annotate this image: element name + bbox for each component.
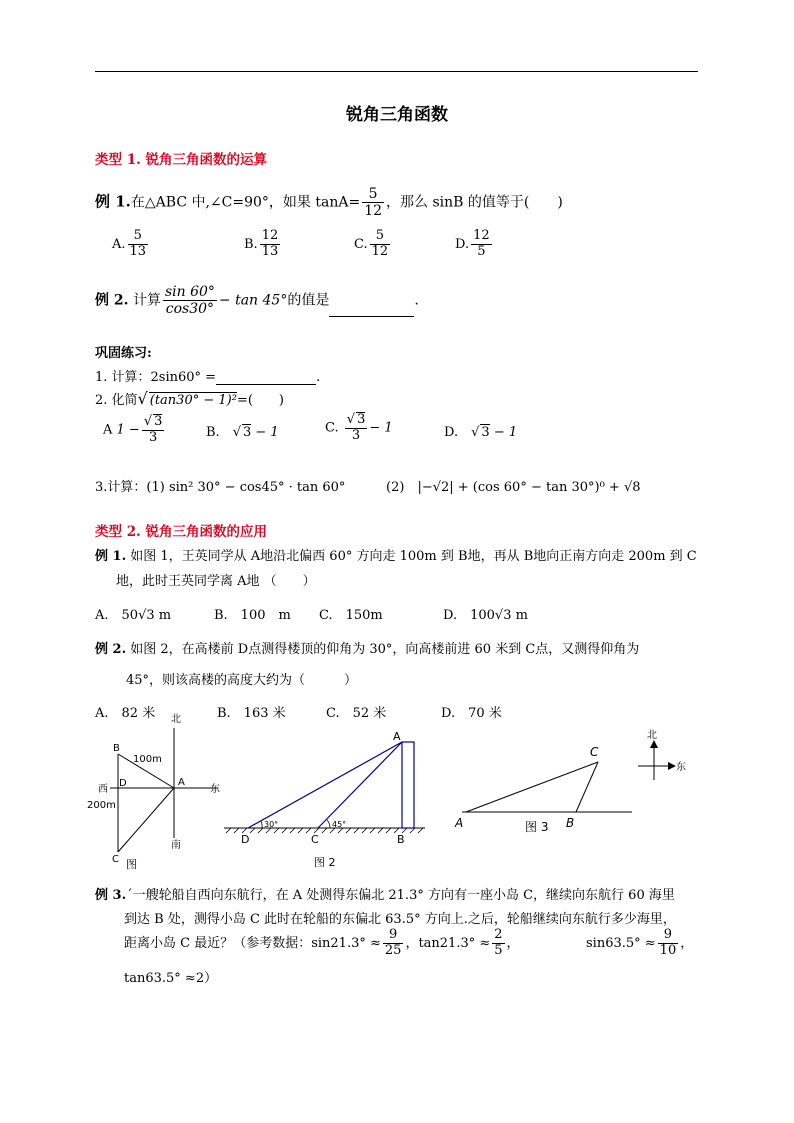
figure-caption: 图 3 <box>525 820 549 834</box>
example-label: 例 1. <box>95 192 131 211</box>
practice-1: 1. 计算：2sin60° = . <box>95 370 321 385</box>
example-5-line-1: 例 3.ˊ一艘轮船自西向东航行，在 A 处测得东偏北 21.3° 方向有一座小岛 C，继续向东航行 60 海里 <box>95 888 675 903</box>
example-label: 例 2. <box>95 292 129 309</box>
option-b: B. 100 m <box>214 608 291 623</box>
practice-2-option-a: A 1 − $\frac{√ 3}{3}$ <box>103 414 163 445</box>
example-5-line-4: tan63.5° ≈2） <box>124 971 218 986</box>
figure-caption: 图 <box>126 858 137 871</box>
answer-blank[interactable] <box>216 370 316 385</box>
point-c: C <box>311 833 319 846</box>
point-a: A <box>393 730 401 743</box>
north-label: 北 <box>171 714 181 725</box>
example-4-line-1: 例 2. 如图 2，在高楼前 D点测得楼顶的仰角为 30°，向高楼前进 60 米到 C点，又测得仰角为 <box>95 642 640 657</box>
point-b: B <box>397 833 405 846</box>
angle-45: 45° <box>332 820 347 829</box>
example-2: 例 2. 计算 $\frac{\sin 60^\circ}{\cos 30^\circ}$ − tan 45°的值是 . <box>95 284 419 318</box>
compass <box>638 729 686 780</box>
length-200m: 200m <box>87 800 116 811</box>
practice-2-option-b: B. √ 3 − 1 <box>206 425 279 440</box>
practice-2-option-d: D. √ 3 − 1 <box>444 425 518 440</box>
example-text: ，那么 sinB 的值等于( ) <box>386 194 563 211</box>
west-label: 西 <box>98 784 108 795</box>
east-label: 东 <box>210 784 220 795</box>
header-rule <box>95 71 698 72</box>
fraction: $\frac{5}{12}$ <box>364 186 383 220</box>
angle-30: 30° <box>264 820 279 829</box>
length-100m: 100m <box>133 754 162 765</box>
figures <box>0 710 794 880</box>
example-5-line-3: 距离小岛 C 最近？（参考数据：sin21.3° ≈ $\frac{9}{25}$ ，tan21.3° ≈ $\frac{2}{5}$ ， <box>124 927 520 958</box>
option-d: D. 100√3 m <box>443 608 528 623</box>
east-label: 东 <box>676 762 686 773</box>
figure-caption: 图 2 <box>314 856 336 869</box>
practice-heading: 巩固练习: <box>95 346 152 361</box>
option-c: C. 52 米 <box>326 706 387 721</box>
example-3-line-2: 地，此时王英同学离 A地 （ ） <box>116 574 316 589</box>
section-heading-1: 类型 1. 锐角三角函数的运算 <box>95 152 267 168</box>
north-label: 北 <box>647 730 657 741</box>
point-b: B <box>113 743 120 754</box>
section-heading-2: 类型 2. 锐角三角函数的应用 <box>95 524 267 540</box>
point-a: A <box>455 816 464 830</box>
figure-3 <box>454 745 632 834</box>
point-a: A <box>178 777 185 788</box>
option-c: C. $\frac{5}{12}$ <box>354 228 389 259</box>
south-label: 南 <box>171 840 181 851</box>
point-b: B <box>566 816 575 830</box>
option-a: A. $\frac{5}{13}$ <box>112 228 147 259</box>
option-d: D. 70 米 <box>441 706 502 721</box>
practice-3-part-2: (2) |−√2| + (cos 60° − tan 30°)⁰ + √8 <box>386 480 641 495</box>
example-text: 在△ABC 中,∠C=90°，如果 tanA= <box>130 194 361 211</box>
option-d: D. $\frac{12}{5}$ <box>455 228 490 259</box>
example-4-line-2: 45°，则该高楼的高度大约为（ ） <box>126 673 358 688</box>
figure-1 <box>87 713 220 871</box>
option-b: B. 163 米 <box>217 706 286 721</box>
answer-blank[interactable] <box>329 302 414 317</box>
point-d: D <box>119 778 127 789</box>
example-5-line-3-ref: sin63.5° ≈ $\frac{9}{10}$ ， <box>586 927 694 958</box>
practice-3: 3.计算：(1) sin² 30° − cos45° · tan 60° <box>95 480 346 495</box>
example-3-line-1: 例 1. 如图 1，王英同学从 A地沿北偏西 60° 方向走 100m 到 B地，再从 B地向正南方向走 200m 到 C <box>95 549 697 564</box>
example-1 <box>95 186 563 219</box>
point-d: D <box>241 833 250 846</box>
page-title: 锐角三角函数 <box>346 105 448 125</box>
option-c: C. 150m <box>319 608 383 623</box>
practice-2: 2. 化简√ (tan30° − 1)²=( ) <box>95 389 284 408</box>
option-a: A. 50√3 m <box>95 608 172 623</box>
figure-2 <box>224 730 425 869</box>
point-c: C <box>590 745 599 759</box>
option-a: A. 82 米 <box>95 706 156 721</box>
option-b: B. $\frac{12}{13}$ <box>244 228 279 259</box>
practice-2-option-c: C. $\frac{√ 3}{3}$ − 1 <box>325 412 393 443</box>
example-5-line-2: 到达 B 处，测得小岛 C 此时在轮船的东偏北 63.5° 方向上.之后，轮船继续向东航行多少海里， <box>124 912 676 927</box>
point-c: C <box>112 854 119 865</box>
